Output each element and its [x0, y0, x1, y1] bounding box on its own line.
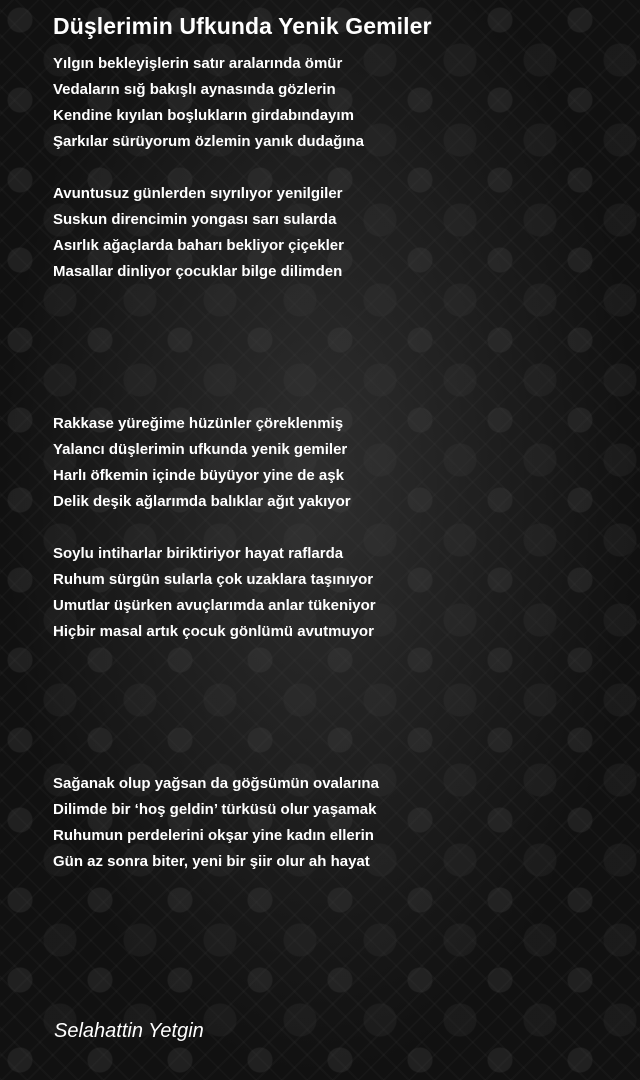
stanza-1	[53, 51, 364, 155]
poem-line: Dilimde bir ‘hoş geldin’ türküsü olur yaşamak	[53, 801, 377, 818]
poem-line: Sağanak olup yağsan da göğsümün ovalarına	[53, 775, 379, 792]
stanza-4	[53, 541, 376, 645]
poem-line: Avuntusuz günlerden sıyrılıyor yenilgiler	[53, 185, 343, 202]
poem-line: Kendine kıyılan boşlukların girdabındayım	[53, 107, 354, 124]
poem-line: Yılgın bekleyişlerin satır aralarında ömür	[53, 55, 343, 72]
stanza-5	[53, 771, 379, 875]
poem-line: Gün az sonra biter, yeni bir şiir olur ah hayat	[53, 853, 370, 870]
poem-line: Rakkase yüreğime hüzünler çöreklenmiş	[53, 415, 344, 432]
poem-line: Vedaların sığ bakışlı aynasında gözlerin	[53, 81, 336, 98]
poem-line: Yalancı düşlerimin ufkunda yenik gemiler	[53, 441, 348, 458]
poem-line: Suskun direncimin yongası sarı sularda	[53, 211, 337, 228]
poem-line: Ruhum sürgün sularla çok uzaklara taşınıyor	[53, 571, 374, 588]
stanza-2	[53, 181, 344, 285]
poem-line: Harlı öfkemin içinde büyüyor yine de aşk	[53, 467, 344, 484]
poem-line: Şarkılar sürüyorum özlemin yanık dudağına	[53, 133, 364, 150]
stanza-3	[53, 411, 351, 515]
author-name: Selahattin Yetgin	[54, 1020, 204, 1042]
poem-line: Ruhumun perdelerini okşar yine kadın ellerin	[53, 827, 374, 844]
poem-line: Hiçbir masal artık çocuk gönlümü avutmuyor	[53, 623, 374, 640]
poem-line: Delik deşik ağlarımda balıklar ağıt yakıyor	[53, 493, 351, 510]
poem-title: Düşlerimin Ufkunda Yenik Gemiler	[53, 13, 432, 39]
poem-line: Soylu intiharlar biriktiriyor hayat raflarda	[53, 545, 344, 562]
poem-line: Umutlar üşürken avuçlarımda anlar tükeniyor	[53, 597, 376, 614]
poem-line: Masallar dinliyor çocuklar bilge dilimden	[53, 263, 343, 280]
poem-line: Asırlık ağaçlarda baharı bekliyor çiçekler	[53, 237, 344, 254]
